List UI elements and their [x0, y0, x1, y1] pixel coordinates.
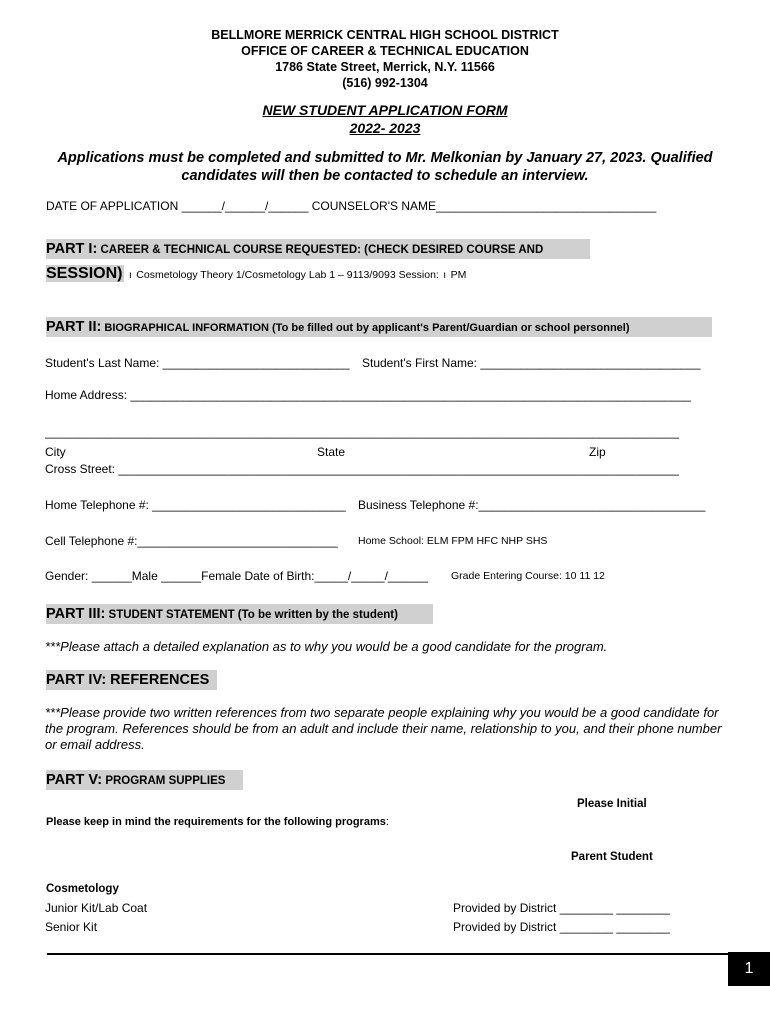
home-school-options[interactable]: Home School: ELM FPM HFC NHP SHS — [358, 535, 548, 547]
part5-title: PROGRAM SUPPLIES — [102, 775, 226, 787]
course-option: Cosmetology Theory 1/Cosmetology Lab 1 – 9113/9093 Session: — [136, 269, 439, 281]
part3-label: PART III: — [46, 606, 106, 622]
part5-heading — [46, 770, 243, 790]
session-option: PM — [450, 269, 467, 281]
part1-title: CAREER & TECHNICAL COURSE REQUESTED: (CHECK DESIRED COURSE AND — [97, 244, 544, 256]
part2-title: BIOGRAPHICAL INFORMATION (To be filled out by applicant's Parent/Guardian or school personnel) — [101, 322, 630, 334]
grade-entering-options[interactable]: Grade Entering Course: 10 11 12 — [451, 570, 605, 582]
part3-heading — [46, 604, 433, 624]
part3-title: STUDENT STATEMENT (To be written by the student) — [105, 609, 398, 621]
supply-item-name: Junior Kit/Lab Coat — [45, 901, 148, 915]
cross-street-field[interactable]: Cross Street: ____________________________________________________________________________________ — [45, 462, 679, 476]
part1-course-row — [46, 264, 466, 284]
cell-telephone-field[interactable]: Cell Telephone #:______________________________ — [45, 534, 338, 548]
supply-item-initials[interactable]: Provided by District ________ ________ — [453, 920, 670, 934]
district-name: BELLMORE MERRICK CENTRAL HIGH SCHOOL DISTRICT — [211, 28, 559, 42]
session-checkbox[interactable]: ı — [443, 269, 447, 281]
state-label: State — [317, 445, 346, 459]
part1-heading-cont: SESSION) — [46, 265, 123, 282]
last-name-field[interactable]: Student's Last Name: ____________________________ — [45, 356, 350, 370]
school-year: 2022- 2023 — [349, 120, 421, 136]
city-label: City — [45, 445, 66, 459]
date-counselor-line[interactable]: DATE OF APPLICATION ______/______/______ COUNSELOR'S NAME_________________________________ — [46, 199, 657, 213]
part1-label: PART I: — [46, 241, 98, 257]
home-telephone-field[interactable]: Home Telephone #: _____________________________ — [45, 498, 346, 512]
part2-label: PART II: — [46, 319, 102, 335]
home-address-field[interactable]: Home Address: ____________________________________________________________________________________ — [45, 388, 691, 402]
intro-line-2: candidates will then be contacted to schedule an interview. — [181, 168, 589, 184]
footer-rule — [47, 953, 770, 955]
office-name: OFFICE OF CAREER & TECHNICAL EDUCATION — [241, 44, 529, 58]
supply-item-initials[interactable]: Provided by District ________ ________ — [453, 901, 670, 915]
gender-dob-field[interactable]: Gender: ______Male ______Female Date of Birth:_____/_____/______ — [45, 569, 428, 583]
page-number: 1 — [728, 952, 770, 986]
requirements-note: Please keep in mind the requirements for the following programs: — [46, 816, 389, 828]
part3-instructions: ***Please attach a detailed explanation as to why you would be a good candidate for the program. — [45, 639, 608, 654]
supply-item-name: Senior Kit — [45, 920, 98, 934]
office-address: 1786 State Street, Merrick, N.Y. 11566 — [275, 60, 495, 74]
part2-heading — [46, 317, 712, 337]
first-name-field[interactable]: Student's First Name: _________________________________ — [362, 356, 701, 370]
business-telephone-field[interactable]: Business Telephone #:__________________________________ — [358, 498, 706, 512]
part4-label: PART IV: REFERENCES — [46, 672, 210, 688]
course-checkbox[interactable]: ı — [128, 269, 132, 281]
program-name: Cosmetology — [46, 883, 119, 895]
part5-label: PART V: — [46, 772, 103, 788]
zip-label: Zip — [589, 445, 606, 459]
part4-heading — [46, 670, 217, 690]
please-initial-label: Please Initial — [577, 798, 647, 810]
part4-instructions: ***Please provide two written references from two separate people explaining why you would be a good candidate for the program. References should be from an adult and include their name, relationship to you, and their phone number or email address. — [45, 705, 722, 752]
office-phone: (516) 992-1304 — [342, 76, 428, 90]
intro-line-1: Applications must be completed and submitted to Mr. Melkonian by January 27, 2023. Qualified — [57, 150, 713, 166]
form-title: NEW STUDENT APPLICATION FORM — [262, 102, 508, 118]
parent-student-header: Parent Student — [571, 851, 653, 863]
address-line-2-field[interactable]: _______________________________________________________________________________________________ — [45, 425, 680, 439]
part1-heading — [46, 239, 590, 259]
